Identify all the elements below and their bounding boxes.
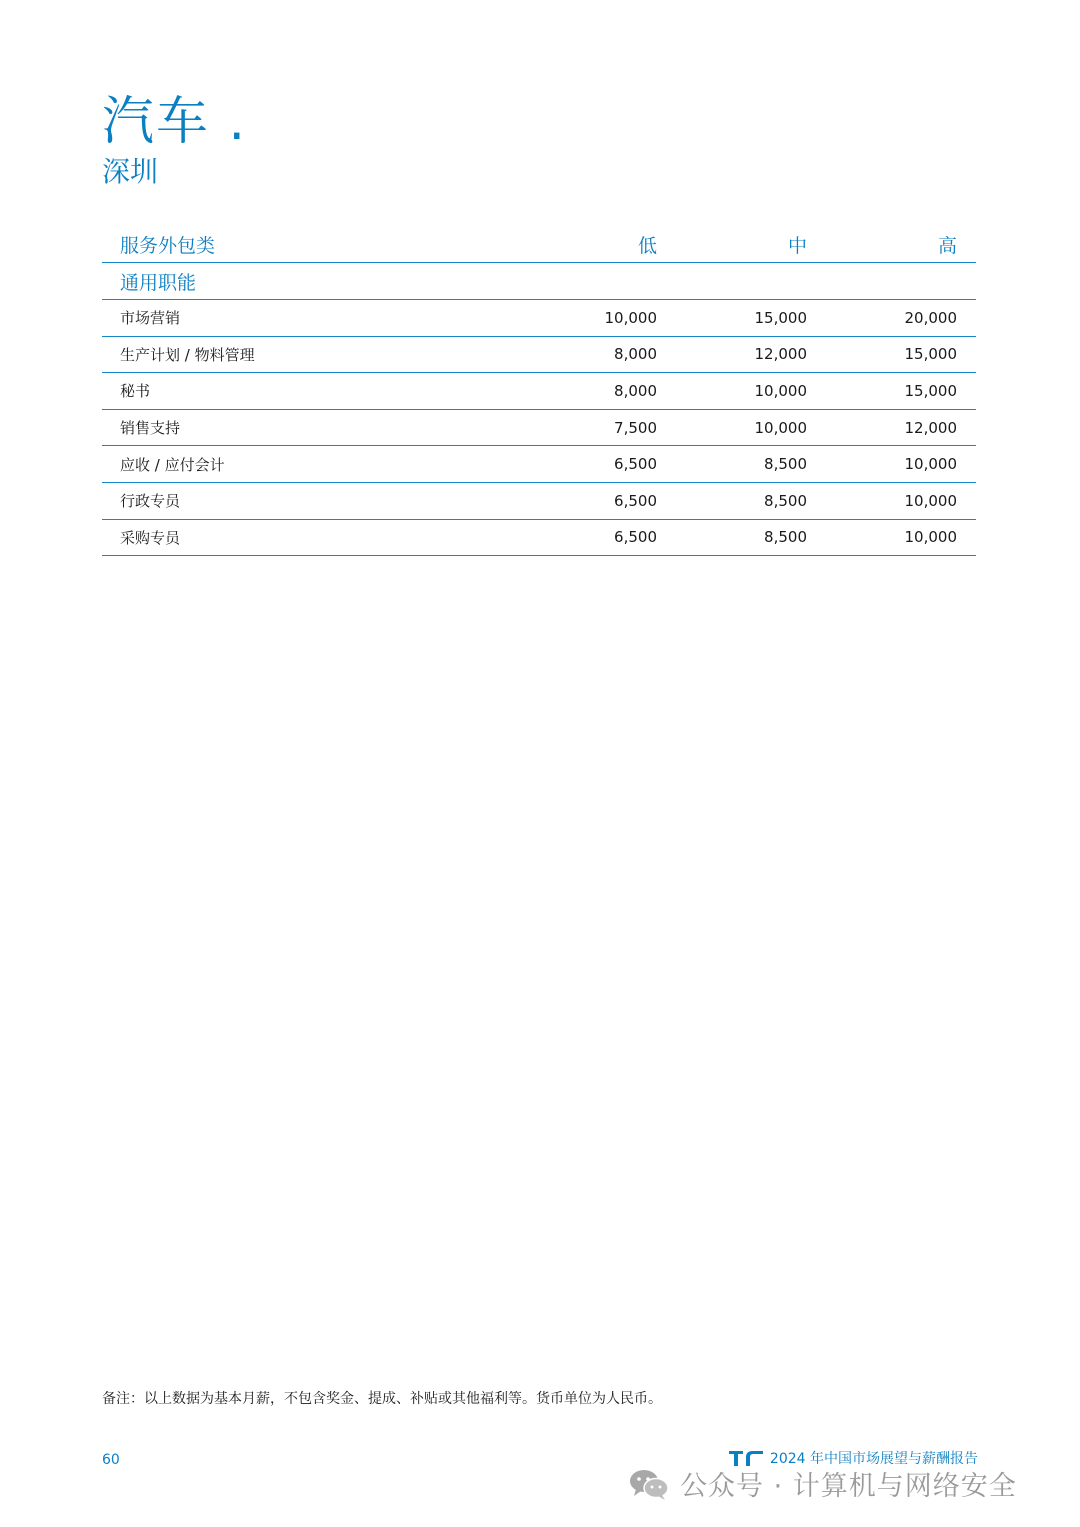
table-row	[102, 520, 976, 557]
table-row	[102, 446, 976, 483]
table-group-row	[102, 263, 976, 300]
table-header-row	[102, 226, 976, 263]
cell-low: 6,500	[614, 528, 657, 547]
watermark	[628, 1464, 1017, 1503]
cell-role: 秘书	[120, 382, 151, 401]
page-subtitle: 深圳	[102, 155, 159, 188]
cell-role: 销售支持	[120, 419, 181, 438]
cell-role: 行政专员	[120, 492, 181, 511]
table-row	[102, 373, 976, 410]
header-high: 高	[937, 234, 957, 257]
header-low: 低	[637, 234, 657, 257]
cell-low: 6,500	[614, 491, 657, 510]
salary-table	[102, 226, 976, 556]
page-number: 60	[102, 1452, 120, 1468]
footnote: 备注：以上数据为基本月薪，不包含奖金、提成、补贴或其他福利等。货币单位为人民币。	[102, 1391, 662, 1407]
cell-mid: 8,500	[764, 528, 807, 547]
cell-role: 采购专员	[120, 528, 181, 547]
cell-low: 8,000	[614, 345, 657, 364]
cell-high: 15,000	[904, 381, 957, 400]
header-mid: 中	[787, 234, 807, 257]
table-row	[102, 483, 976, 520]
table-row	[102, 410, 976, 447]
report-title: 2024 年中国市场展望与薪酬报告	[769, 1451, 978, 1467]
cell-mid: 8,500	[764, 491, 807, 510]
table-row	[102, 337, 976, 374]
cell-role: 生产计划 / 物料管理	[120, 345, 255, 364]
cell-mid: 15,000	[754, 308, 807, 327]
cell-mid: 8,500	[764, 455, 807, 474]
cell-low: 7,500	[614, 418, 657, 437]
cell-mid: 10,000	[754, 381, 807, 400]
header-category: 服务外包类	[120, 234, 216, 257]
cell-high: 12,000	[904, 418, 957, 437]
cell-high: 10,000	[904, 455, 957, 474]
cell-high: 20,000	[904, 308, 957, 327]
page-title: 汽车 .	[102, 92, 248, 152]
cell-mid: 12,000	[754, 345, 807, 364]
cell-role: 应收 / 应付会计	[120, 455, 225, 474]
cell-low: 8,000	[614, 381, 657, 400]
cell-mid: 10,000	[754, 418, 807, 437]
cell-high: 10,000	[904, 528, 957, 547]
cell-low: 10,000	[604, 308, 657, 327]
wechat-icon	[628, 1467, 670, 1501]
table-row	[102, 300, 976, 337]
cell-low: 6,500	[614, 455, 657, 474]
cell-high: 15,000	[904, 345, 957, 364]
watermark-text: 公众号 · 计算机与网络安全	[680, 1471, 1017, 1502]
group-label: 通用职能	[120, 271, 197, 294]
cell-high: 10,000	[904, 491, 957, 510]
cell-role: 市场营销	[120, 309, 181, 328]
